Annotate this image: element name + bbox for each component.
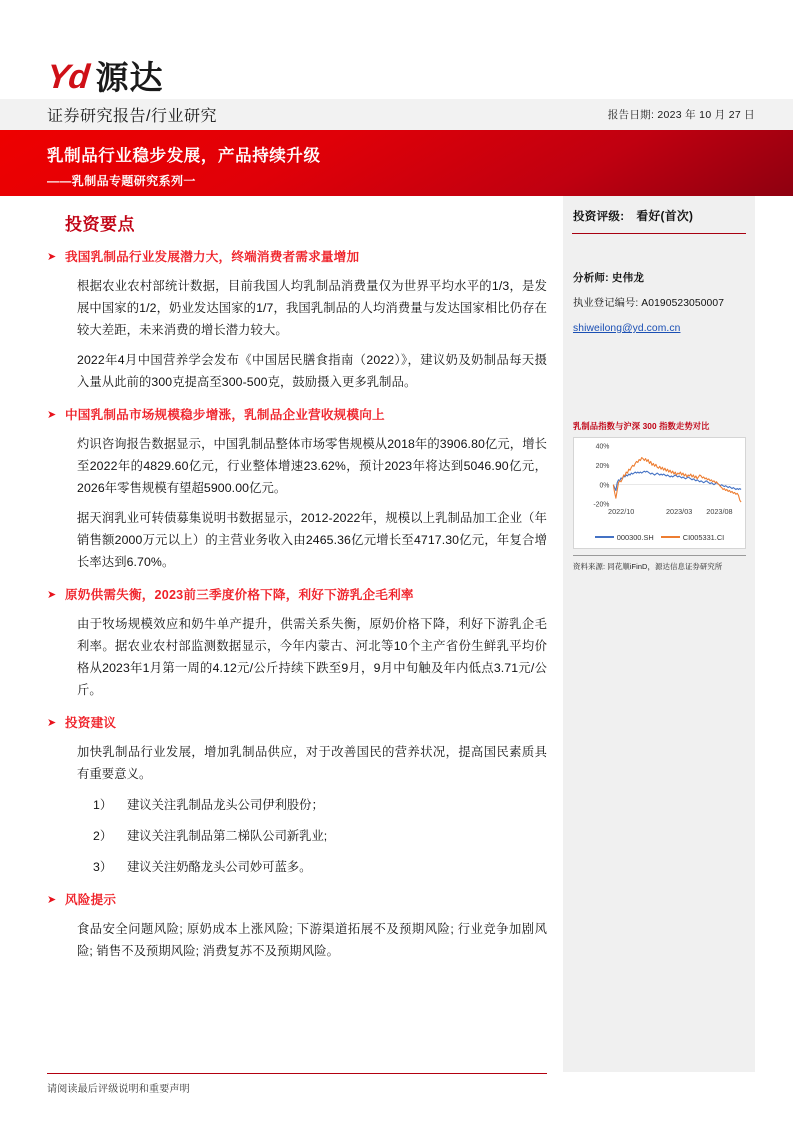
analyst-name: 分析师: 史伟龙 (573, 272, 645, 284)
analyst-license: 执业登记编号: A0190523050007 (573, 298, 725, 309)
section-heading-row (47, 891, 547, 910)
footer-divider (47, 1073, 547, 1074)
chart-frame (573, 437, 746, 549)
list-item (93, 856, 547, 878)
section-heading: 中国乳制品市场规模稳步增涨，乳制品企业营收规模向上 (65, 408, 385, 422)
body-paragraph: 据天润乳业可转债募集说明书数据显示，2012-2022年，规模以上乳制品加工企业（年销售额2000万元以上）的主营业务收入由2465.36亿元增长至4717.30亿元，年复合增长率达到6.70%。 (77, 511, 547, 569)
section-heading: 我国乳制品行业发展潜力大，终端消费者需求量增加 (65, 250, 360, 264)
body-paragraph: 食品安全问题风险; 原奶成本上涨风险; 下游渠道拓展不及预期风险; 行业竞争加剧风险; 销售不及预期风险; 消费复苏不及预期风险。 (77, 922, 547, 958)
chart-title: 乳制品指数与沪深 300 指数走势对比 (573, 421, 710, 431)
list-item-number: 3） (93, 860, 113, 874)
chart-plot (574, 438, 745, 526)
body-paragraph: 由于牧场规模效应和奶牛单产提升，供需关系失衡，原奶价格下降，利好下游乳企毛利率。据农业农村部监测数据显示，今年内蒙古、河北等10个主产省份生鲜乳平均价格从2023年1月第一周的4.12元/公斤持续下跌至9月，9月中旬触及年内低点3.71元/公斤。 (77, 617, 547, 697)
bullet-arrow-icon: ➤ (47, 894, 57, 906)
list-item (93, 794, 547, 816)
list-item-label: 建议关注乳制品龙头公司伊利股份； (127, 798, 324, 812)
section-heading-row (47, 586, 547, 605)
list-item-number: 2） (93, 829, 113, 843)
chart-y-tick-label: 20% (595, 462, 610, 470)
logo-name: 源达 (95, 59, 164, 96)
legend-label: 000300.SH (616, 532, 654, 542)
body-paragraph: 灼识咨询报告数据显示，中国乳制品整体市场零售规模从2018年的3906.80亿元，增长至2022年的4829.60亿元，行业整体增速23.62%，预计2023年将达到5046.90亿元，2026年零售规模有望超5900.00亿元。 (77, 437, 547, 495)
bullet-arrow-icon: ➤ (47, 251, 57, 263)
index-comparison-chart (572, 420, 746, 572)
section-heading-row (47, 714, 547, 733)
legend-label: CI005331.CI (682, 532, 725, 542)
sections-host (47, 248, 547, 962)
investment-rating (572, 196, 746, 234)
chart-x-axis-labels (608, 507, 733, 516)
chart-x-tick-label: 2023/08 (706, 506, 733, 517)
chart-y-axis-labels (593, 444, 609, 509)
chart-legend-item (595, 533, 654, 542)
list-item (93, 825, 547, 847)
logo-mark: Yd (45, 58, 91, 96)
section-heading: 风险提示 (65, 893, 117, 907)
brand-logo (47, 52, 163, 94)
bullet-arrow-icon: ➤ (47, 717, 57, 729)
chart-y-tick-label: -20% (593, 501, 610, 509)
report-subtitle: ——乳制品专题研究系列一 (47, 174, 196, 188)
section-heading-row (47, 406, 547, 425)
chart-legend-item (661, 533, 725, 542)
chart-line-series-1 (613, 458, 741, 502)
body-paragraph: 加快乳制品行业发展，增加乳制品供应，对于改善国民的营养状况，提高国民素质具有重要意义。 (77, 745, 547, 781)
legend-swatch-icon (661, 536, 680, 538)
rating-label: 投资评级: (573, 211, 625, 223)
analyst-info (572, 270, 746, 336)
page-title: 投资要点 (65, 215, 135, 234)
status-badge: 看好(首次) (636, 209, 694, 223)
report-title: 乳制品行业稳步发展，产品持续升级 (47, 147, 321, 165)
chart-x-tick-label: 2022/10 (608, 506, 635, 517)
subheader-bar (0, 99, 793, 130)
chart-x-tick-label: 2023/03 (666, 506, 693, 517)
report-category: 证券研究报告/行业研究 (47, 108, 217, 125)
analyst-email-link[interactable]: shiweilong@yd.com.cn (573, 323, 681, 334)
bullet-arrow-icon: ➤ (47, 409, 57, 421)
list-item-number: 1） (93, 798, 113, 812)
bullet-arrow-icon: ➤ (47, 589, 57, 601)
body-paragraph: 根据农业农村部统计数据，目前我国人均乳制品消费量仅为世界平均水平的1/3，是发展中国家的1/2，奶业发达国家的1/7，我国乳制品的人均消费量与发达国家相比仍存在较大差距，未来消费的增长潜力较大。 (77, 279, 547, 337)
section-heading-row (47, 248, 547, 267)
report-date: 报告日期: 2023 年 10 月 27 日 (607, 109, 755, 121)
chart-legend (574, 526, 745, 548)
footer-note: 请阅读最后评级说明和重要声明 (47, 1084, 190, 1095)
section-heading: 投资建议 (65, 716, 117, 730)
list-item-label: 建议关注奶酪龙头公司妙可蓝多。 (127, 860, 312, 874)
legend-swatch-icon (595, 536, 614, 538)
title-banner (0, 130, 793, 196)
section-heading: 原奶供需失衡，2023前三季度价格下降，利好下游乳企毛利率 (65, 588, 414, 602)
chart-source: 资料来源: 同花顺iFinD，源达信息证券研究所 (573, 555, 746, 572)
main-column (47, 196, 547, 970)
chart-y-tick-label: 0% (599, 482, 610, 490)
body-paragraph: 2022年4月中国营养学会发布《中国居民膳食指南（2022）》，建议奶及奶制品每天摄入量从此前的300克提高至300-500克，鼓励摄入更多乳制品。 (77, 353, 547, 389)
list-item-label: 建议关注乳制品第二梯队公司新乳业; (127, 829, 328, 843)
chart-y-tick-label: 40% (595, 443, 610, 451)
sidebar-panel (563, 196, 755, 1072)
